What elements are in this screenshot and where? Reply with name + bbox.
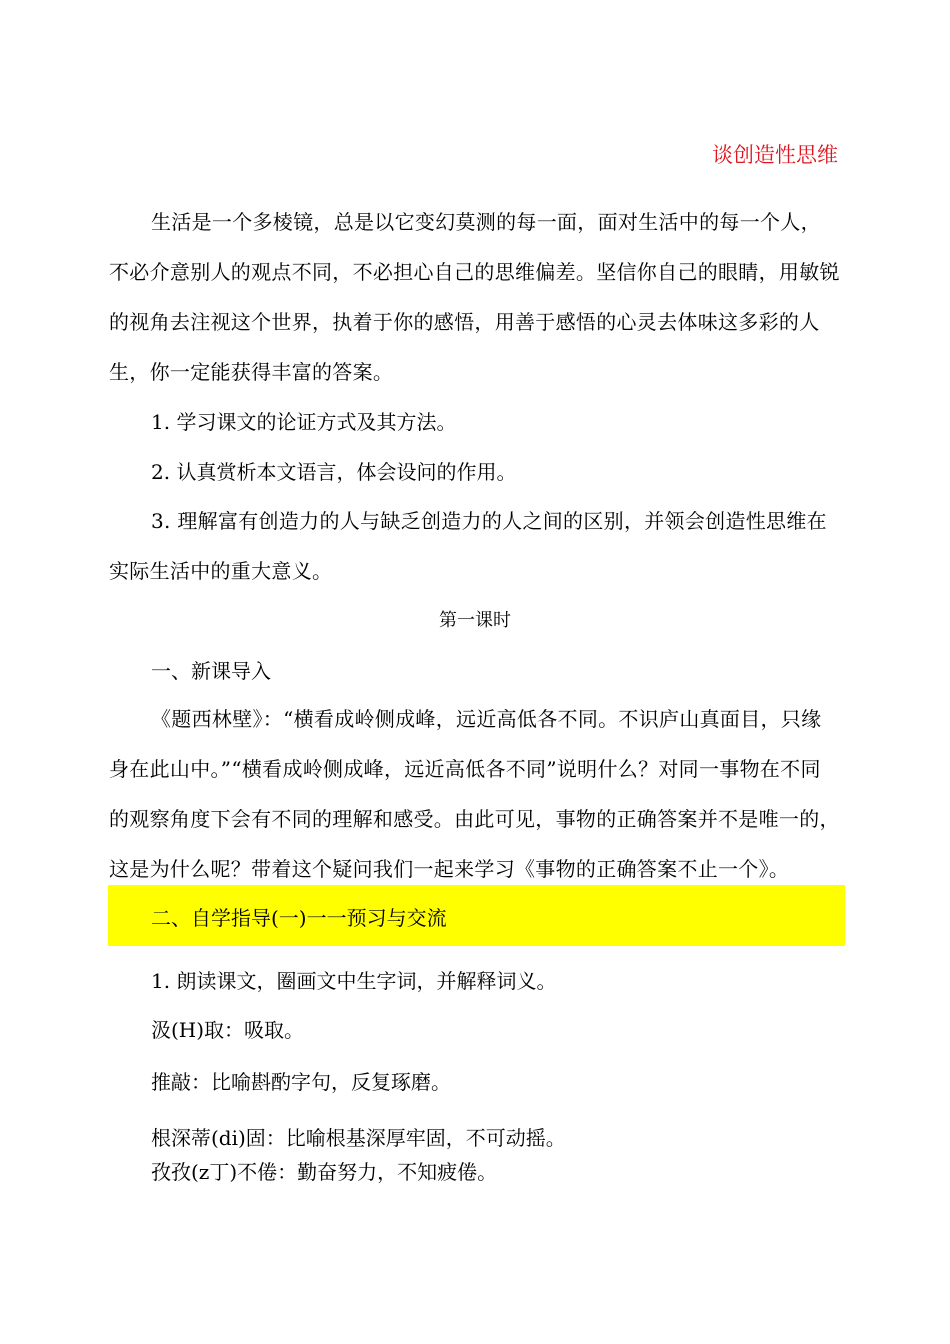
section-two-heading: 二、自学指导(一)一一预习与交流 xyxy=(151,906,447,930)
vocab-item: 孜孜(z丁)不倦：勤奋努力，不知疲倦。 xyxy=(151,1160,498,1184)
section-one-paragraph: 《题西林壁》：“横看成岭侧成峰，远近高低各不同。不识庐山真面目，只缘身在此山中。”“横看成岭侧成峰，远近高低各不同”说明什么？对同一事物在不同的观察角度下会有不同的理解和感受。由此可见，事物的正确答案并不是唯一的，这是为什么呢？带着这个疑问我们一起来学习《事物的正确答案不止一个》。 xyxy=(109,707,840,881)
objective-item-2: 2. 认真赏析本文语言，体会设问的作用。 xyxy=(151,460,517,484)
objective-item-1: 1. 学习课文的论证方式及其方法。 xyxy=(151,410,457,434)
section-one-heading: 一、新课导入 xyxy=(151,659,271,683)
vocab-item: 推敲：比喻斟酌字句，反复琢磨。 xyxy=(151,1070,451,1094)
document-title: 谈创造性思维 xyxy=(712,143,838,167)
objective-item-3: 3. 理解富有创造力的人与缺乏创造力的人之间的区别，并领会创造性思维在实际生活中的重大意义。 xyxy=(109,509,827,583)
vocab-item: 汲(H)取：吸取。 xyxy=(151,1018,305,1042)
vocab-task: 1. 朗读课文，圈画文中生字词，并解释词义。 xyxy=(151,969,557,993)
section-two-highlight xyxy=(108,885,845,946)
vocab-item: 根深蒂(di)固：比喻根基深厚牢固，不可动摇。 xyxy=(151,1126,566,1150)
intro-paragraph: 生活是一个多棱镜，总是以它变幻莫测的每一面，面对生活中的每一个人，不必介意别人的观点不同，不必担心自己的思维偏差。坚信你自己的眼睛，用敏锐的视角去注视这个世界，执着于你的感悟，用善于感悟的心灵去体味这多彩的人生，你一定能获得丰富的答案。 xyxy=(109,210,840,384)
lesson-heading: 第一课时 xyxy=(439,610,511,631)
